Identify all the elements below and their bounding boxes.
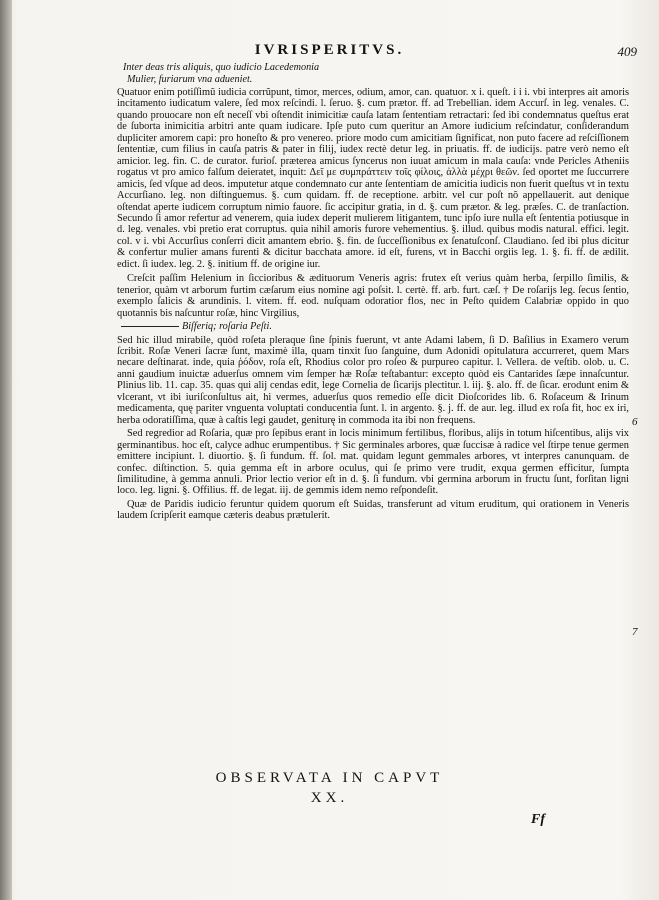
margin-note-number-7: 7	[632, 626, 638, 638]
quotation-rule	[121, 326, 179, 327]
quotation-text: Biſferiq; roſaria Peſti.	[182, 321, 272, 333]
page-gutter-shadow	[0, 0, 12, 900]
page-number: 409	[617, 44, 637, 59]
catchword: Ff	[531, 812, 545, 827]
quotation-line	[117, 321, 629, 332]
main-text-block	[117, 62, 629, 522]
paragraph-2: Creſcit paſſim Helenium in ſiccioribus & ædituorum Veneris agris: frutex eſt verius quàm herba, ſerpillo ſimilis, & tenerior, quàm vt arborum furtim cæſarum eius nomine agi poſsit. l. certè. ff. arb. furt. cæſ. † De roſarijs leg. ſecus ſentio, exemplo ſalicis & arundinis. l. vitem. ff. eod. nuſquam odoratior flos, nec in Peſto quidem Calabriæ oppido in quo quotannis bis naſcuntur roſæ, hinc Virgilius,	[117, 273, 629, 319]
paragraph-3: Sed hic illud mirabile, quòd roſeta pleraque ſine ſpinis fuerunt, vt ante Adami labem, ſi D. Baſilius in Examero verum ſcribit. Roſæ Veneri ſacræ ſunt, maximè illa, quam tinxit ſuo ſanguine, dum Adonidi opitulatura accurreret, quem Mars necare deſtinarat. inde, quia ῥόδον, roſa eſt, Rhodius color pro roſeo & purpureo capitur. l. Vellera. de veſtib. olob. u. C. anni gaudium inuictæ aduerſus omnem vim ſemper hæ Roſæ teſtabantur: excepto quòd eis Cantarides ſæpe innaſcuntur. Plinius lib. 11. cap. 35. quas qui alij cendas edit, lege Cornelia de ſicarijs plectitur. l. iij. §. alo. ff. de ſicar. erodunt enim & vlcerant, vt ibi iuriſconſultus ait, hi vermes, aduerſus quos remedio eſſe dicit Dioſcorides lib. 6. Roſaceum & Irinum medicamenta, quę pariter vnguenta voluptati conducentia ſunt. l. in argento. §. j. ff. de aur. leg. illud ex roſa fit, hoc ex iri, herba odoratiſſima, quæ à caſtis legi gaudet, geniturę in commoda ita ibi non frequens.	[117, 334, 629, 426]
side-note-line-2: Mulier, furiarum vna adueniet.	[127, 74, 253, 85]
side-note	[117, 62, 629, 86]
paragraph-4: Sed regredior ad Roſaria, quæ pro ſepibus erant in locis minimum fertilibus, floribus, alijs in totum hiſcentibus, alijs vix germinantibus. hoc eſt, calyce adhuc erumpentibus. † Sic germinales arbores, quæ ſuccisæ à radice vel ſtirpe tenue germen emittere incipiunt. l. diuortio. §. ſi fundum. ff. ſol. mat. quidam legunt gemmales arbores, vt interpres canunquam. de confec. diſtinction. 5. quia gemma eſt in arbore oculus, qui ſe primo vere trudit, exqua germen efficitur, ſumpta ſimilitudine, à gemma annuli. Prior lectio verior eſt in d. §. ſi fundum. vbi germina arborum in fructu ſunt, forſitan ligni loco. leg. ligni. §. Offilius. ff. de legat. iij. de gemmis idem nemo reſpondeſit.	[117, 428, 629, 497]
paragraph-1: Quatuor enim potiſſimũ iudicia corrũpunt, timor, merces, odium, amor, can. quatuor. x i. queſt. i i i. vbi interpres ait amoris incitamento iudicatum valere, ſed mox reſcindi. l. ſeruo. §. cum prætor. ff. ad Trebellian. idem Accurſ. in leg. venales. C. quando prouocare non eſt neceſſ vbi oſtendit inimicitiæ cauſa latam ſententiam retractari: ſed ibi condemnatus queſtus erat de ſuborta inimicitia arbitri ante quam iudicare. Ipſe puto cum queritur an Amore iudicium reſcindatur, conſiderandum dupliciter amorem capi: pro honeſto & pro venereo. priore modo cum amicitiam ſignificat, non puto facere ad reſciſſionem ſententiæ, cum filius in cauſa patris & pater in filij, iudex rectè detur leg. in priuatis. ff. de iudicijs. patre verò nemo eſt amicior. leg. fin. C. de curator. furioſ. præterea amicus ſyncerus non iuuat amicum in mala cauſa: vnde Pericles Atheniis rogatus vt pro amico falſum deieratet, inquit: Δεῖ με συμπράττειν τοῖς φίλοις, ἀλλὰ μέχρι θεῶν. ſed oportet me ſuccurrere amicis, ſed vſque ad deos. imputetur atque condemnato cur ante ſententiam de amicitia iudicis non fuerit queſtus vt in textu Accurſiano. leg. non diſtinguemus. §. cum quidam. ff. de receptione. arbitr. vel cur poſt nõ appellauerit. aut denique oſtendat aperte iudicem corruptum nimio fauore. ſic accipitur gratia, in d. §. cum prætor. & leg. præſes. C. de tranſaction. Secundo ſi amor refertur ad venerem, quia iudex deperit mulierem litigantem, tunc ipſo iure nulla eſt ſententia potiusque in d. leg. venales. vbi pretio erat corruptus. quia nihil amoris furore vehementius. §. illud. quibus modis natural. effici. legit. col. v i. vbi Accurſius conſerri dicit amantem ebrio. §. fin. de ſucceſſionibus ex ſenatuſconſ. Claudiano. ſed ibi plus dicitur & confertur mulier amans furenti & dicitur bacchata amore. id eſt, furens, vt in Bacchi orgiis leg. 1. §. fi. ff. de ædilit. edict. ſi iudex. leg. 2. §. initium ff. de origine iur.	[117, 87, 629, 270]
running-title: IVRISPERITVS.	[254, 42, 405, 58]
margin-note-number-6: 6	[632, 416, 638, 428]
paragraph-5: Quæ de Paridis iudicio feruntur quidem quorum eſt Suidas, transferunt ad vitum eruditum, qui orationem in Veneris laudem ſcripſerit eamque cæteris deabus prætulerit.	[117, 498, 629, 522]
section-heading-number: XX.	[310, 790, 349, 806]
section-heading: OBSERVATA IN CAPVT	[215, 770, 444, 786]
side-note-line-1: Inter deas tris aliquis, quo iudicio Lacedemonia	[123, 62, 320, 73]
